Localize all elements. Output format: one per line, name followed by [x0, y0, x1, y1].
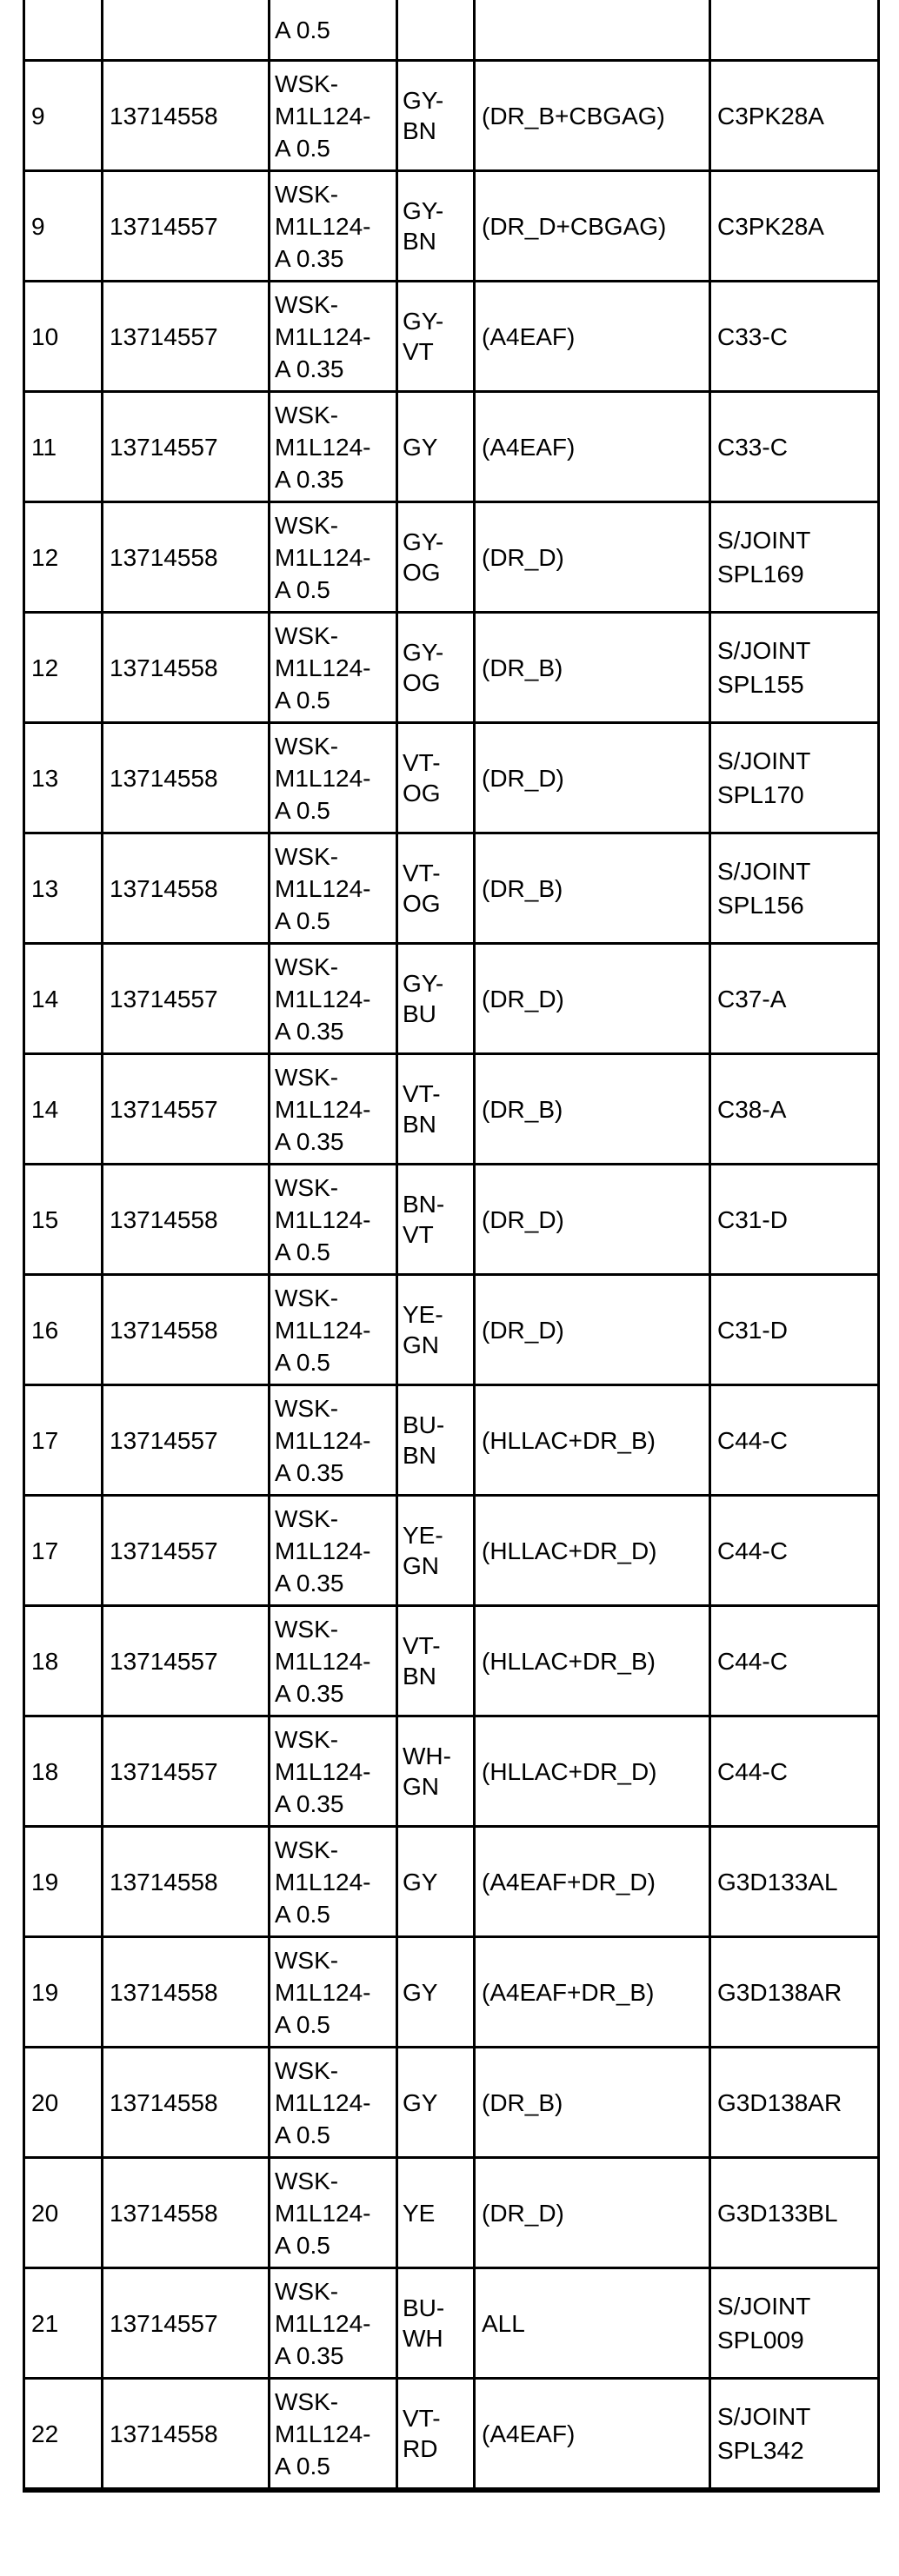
cell-wire-spec: WSK- M1L124- A 0.5 [270, 723, 397, 833]
cell-wire-color: WH- GN [397, 1716, 475, 1827]
cell-option-code: (HLLAC+DR_B) [475, 1385, 710, 1496]
cell-option-code: (A4EAF) [475, 2379, 710, 2491]
cell-destination: C44-C [710, 1385, 879, 1496]
cell-destination: G3D138AR [710, 1937, 879, 2048]
table-row [24, 1606, 879, 1716]
table-row [24, 171, 879, 282]
cell-part-number: 13714557 [103, 1606, 270, 1716]
table-row [24, 282, 879, 392]
cell-wire-spec: WSK- M1L124- A 0.5 [270, 833, 397, 944]
cell-option-code: (HLLAC+DR_D) [475, 1716, 710, 1827]
cell-circuit-number: 9 [24, 171, 103, 282]
cell-part-number: 13714558 [103, 61, 270, 171]
table-row [24, 833, 879, 944]
cell-part-number: 13714558 [103, 723, 270, 833]
cell-wire-color: GY- OG [397, 502, 475, 613]
cell-wire-spec: WSK- M1L124- A 0.5 [270, 1937, 397, 2048]
cell-circuit-number: 14 [24, 944, 103, 1054]
cell-option-code: (DR_B) [475, 833, 710, 944]
cell-wire-color: BN- VT [397, 1165, 475, 1275]
cell-wire-spec: WSK- M1L124- A 0.35 [270, 392, 397, 502]
cell-wire-color: BU- BN [397, 1385, 475, 1496]
cell-part-number: 13714557 [103, 392, 270, 502]
cell-wire-spec: WSK- M1L124- A 0.35 [270, 1606, 397, 1716]
cell-part-number: 13714558 [103, 1827, 270, 1937]
cell-option-code: (DR_B) [475, 1054, 710, 1165]
cell-option-code: (DR_D) [475, 502, 710, 613]
cell-destination: C31-D [710, 1165, 879, 1275]
cell-option-code: (DR_B) [475, 2048, 710, 2158]
cell-option-code: (DR_D) [475, 723, 710, 833]
cell-wire-spec: WSK- M1L124- A 0.5 [270, 61, 397, 171]
cell-option-code: (HLLAC+DR_B) [475, 1606, 710, 1716]
cell-destination: C44-C [710, 1606, 879, 1716]
cell-circuit-number: 18 [24, 1606, 103, 1716]
cell-destination: C3PK28A [710, 61, 879, 171]
table-row [24, 61, 879, 171]
cell-circuit-number [24, 0, 103, 61]
cell-circuit-number: 20 [24, 2158, 103, 2268]
cell-wire-spec: WSK- M1L124- A 0.35 [270, 1054, 397, 1165]
cell-wire-spec: WSK- M1L124- A 0.5 [270, 613, 397, 723]
cell-destination: C31-D [710, 1275, 879, 1385]
cell-destination: C33-C [710, 392, 879, 502]
cell-circuit-number: 18 [24, 1716, 103, 1827]
cell-option-code: (A4EAF) [475, 392, 710, 502]
cell-wire-color: GY- BN [397, 171, 475, 282]
cell-wire-color: GY- BU [397, 944, 475, 1054]
cell-wire-spec: WSK- M1L124- A 0.35 [270, 282, 397, 392]
wiring-table-body [24, 0, 879, 2490]
cell-wire-color: VT- BN [397, 1606, 475, 1716]
cell-part-number: 13714557 [103, 2268, 270, 2379]
cell-wire-color: GY [397, 1937, 475, 2048]
table-row [24, 1827, 879, 1937]
table-row [24, 613, 879, 723]
cell-circuit-number: 15 [24, 1165, 103, 1275]
cell-circuit-number: 16 [24, 1275, 103, 1385]
cell-option-code: (A4EAF+DR_D) [475, 1827, 710, 1937]
cell-destination: G3D133AL [710, 1827, 879, 1937]
cell-wire-color: GY- OG [397, 613, 475, 723]
cell-wire-color: GY [397, 2048, 475, 2158]
cell-option-code: (HLLAC+DR_D) [475, 1496, 710, 1606]
cell-option-code: (A4EAF+DR_B) [475, 1937, 710, 2048]
cell-part-number: 13714557 [103, 1385, 270, 1496]
cell-wire-spec: WSK- M1L124- A 0.35 [270, 944, 397, 1054]
table-row [24, 1716, 879, 1827]
cell-option-code: (DR_D) [475, 2158, 710, 2268]
table-row [24, 944, 879, 1054]
cell-wire-spec: A 0.5 [270, 0, 397, 61]
cell-wire-color: BU- WH [397, 2268, 475, 2379]
cell-destination: C38-A [710, 1054, 879, 1165]
cell-wire-color: VT- OG [397, 723, 475, 833]
cell-part-number: 13714557 [103, 171, 270, 282]
cell-part-number: 13714558 [103, 1275, 270, 1385]
cell-destination: S/JOINT SPL155 [710, 613, 879, 723]
cell-part-number: 13714557 [103, 1054, 270, 1165]
table-row [24, 1054, 879, 1165]
cell-circuit-number: 20 [24, 2048, 103, 2158]
table-row [24, 1385, 879, 1496]
cell-option-code: (DR_D+CBGAG) [475, 171, 710, 282]
cell-wire-color: VT- RD [397, 2379, 475, 2491]
cell-wire-spec: WSK- M1L124- A 0.35 [270, 1716, 397, 1827]
cell-wire-color: YE [397, 2158, 475, 2268]
cell-circuit-number: 14 [24, 1054, 103, 1165]
cell-option-code: (DR_D) [475, 944, 710, 1054]
cell-destination: C3PK28A [710, 171, 879, 282]
table-row [24, 2268, 879, 2379]
cell-wire-color: GY [397, 1827, 475, 1937]
cell-destination: S/JOINT SPL342 [710, 2379, 879, 2491]
cell-circuit-number: 22 [24, 2379, 103, 2491]
cell-circuit-number: 19 [24, 1827, 103, 1937]
cell-option-code [475, 0, 710, 61]
cell-circuit-number: 12 [24, 502, 103, 613]
cell-option-code: ALL [475, 2268, 710, 2379]
table-row [24, 1937, 879, 2048]
cell-wire-color: VT- OG [397, 833, 475, 944]
cell-part-number: 13714558 [103, 613, 270, 723]
cell-circuit-number: 11 [24, 392, 103, 502]
cell-part-number: 13714557 [103, 282, 270, 392]
cell-part-number: 13714558 [103, 2048, 270, 2158]
cell-wire-color: GY- BN [397, 61, 475, 171]
cell-wire-spec: WSK- M1L124- A 0.5 [270, 502, 397, 613]
wiring-table-page [23, 0, 877, 2493]
cell-part-number: 13714557 [103, 1716, 270, 1827]
cell-part-number: 13714557 [103, 944, 270, 1054]
cell-wire-spec: WSK- M1L124- A 0.35 [270, 2268, 397, 2379]
cell-part-number: 13714558 [103, 2158, 270, 2268]
cell-destination: G3D138AR [710, 2048, 879, 2158]
cell-wire-spec: WSK- M1L124- A 0.5 [270, 2379, 397, 2491]
table-row [24, 0, 879, 61]
table-row [24, 1496, 879, 1606]
cell-destination: C37-A [710, 944, 879, 1054]
cell-wire-spec: WSK- M1L124- A 0.35 [270, 1496, 397, 1606]
table-row [24, 723, 879, 833]
cell-circuit-number: 9 [24, 61, 103, 171]
cell-circuit-number: 12 [24, 613, 103, 723]
table-row [24, 392, 879, 502]
cell-part-number: 13714557 [103, 1496, 270, 1606]
table-row [24, 2158, 879, 2268]
cell-part-number: 13714558 [103, 2379, 270, 2491]
cell-option-code: (DR_B) [475, 613, 710, 723]
cell-circuit-number: 21 [24, 2268, 103, 2379]
cell-destination: C44-C [710, 1716, 879, 1827]
cell-part-number [103, 0, 270, 61]
cell-part-number: 13714558 [103, 1937, 270, 2048]
cell-destination: G3D133BL [710, 2158, 879, 2268]
cell-wire-spec: WSK- M1L124- A 0.35 [270, 1385, 397, 1496]
table-row [24, 2048, 879, 2158]
cell-wire-color: VT- BN [397, 1054, 475, 1165]
cell-wire-spec: WSK- M1L124- A 0.5 [270, 1275, 397, 1385]
cell-circuit-number: 19 [24, 1937, 103, 2048]
cell-wire-spec: WSK- M1L124- A 0.5 [270, 1827, 397, 1937]
cell-wire-spec: WSK- M1L124- A 0.5 [270, 2048, 397, 2158]
cell-option-code: (A4EAF) [475, 282, 710, 392]
cell-circuit-number: 13 [24, 723, 103, 833]
cell-circuit-number: 13 [24, 833, 103, 944]
cell-destination: S/JOINT SPL169 [710, 502, 879, 613]
table-row [24, 502, 879, 613]
cell-destination: C33-C [710, 282, 879, 392]
cell-wire-color [397, 0, 475, 61]
cell-wire-color: GY [397, 392, 475, 502]
cell-circuit-number: 10 [24, 282, 103, 392]
cell-option-code: (DR_B+CBGAG) [475, 61, 710, 171]
cell-wire-spec: WSK- M1L124- A 0.35 [270, 171, 397, 282]
cell-part-number: 13714558 [103, 1165, 270, 1275]
table-row [24, 2379, 879, 2491]
cell-destination: S/JOINT SPL009 [710, 2268, 879, 2379]
cell-part-number: 13714558 [103, 833, 270, 944]
cell-wire-spec: WSK- M1L124- A 0.5 [270, 2158, 397, 2268]
cell-wire-spec: WSK- M1L124- A 0.5 [270, 1165, 397, 1275]
cell-option-code: (DR_D) [475, 1275, 710, 1385]
cell-circuit-number: 17 [24, 1385, 103, 1496]
cell-destination: S/JOINT SPL156 [710, 833, 879, 944]
table-row [24, 1275, 879, 1385]
wiring-table [23, 0, 880, 2493]
cell-destination: C44-C [710, 1496, 879, 1606]
cell-circuit-number: 17 [24, 1496, 103, 1606]
cell-wire-color: YE- GN [397, 1496, 475, 1606]
table-row [24, 1165, 879, 1275]
cell-part-number: 13714558 [103, 502, 270, 613]
cell-wire-color: GY- VT [397, 282, 475, 392]
cell-destination: S/JOINT SPL170 [710, 723, 879, 833]
cell-destination [710, 0, 879, 61]
cell-option-code: (DR_D) [475, 1165, 710, 1275]
cell-wire-color: YE- GN [397, 1275, 475, 1385]
